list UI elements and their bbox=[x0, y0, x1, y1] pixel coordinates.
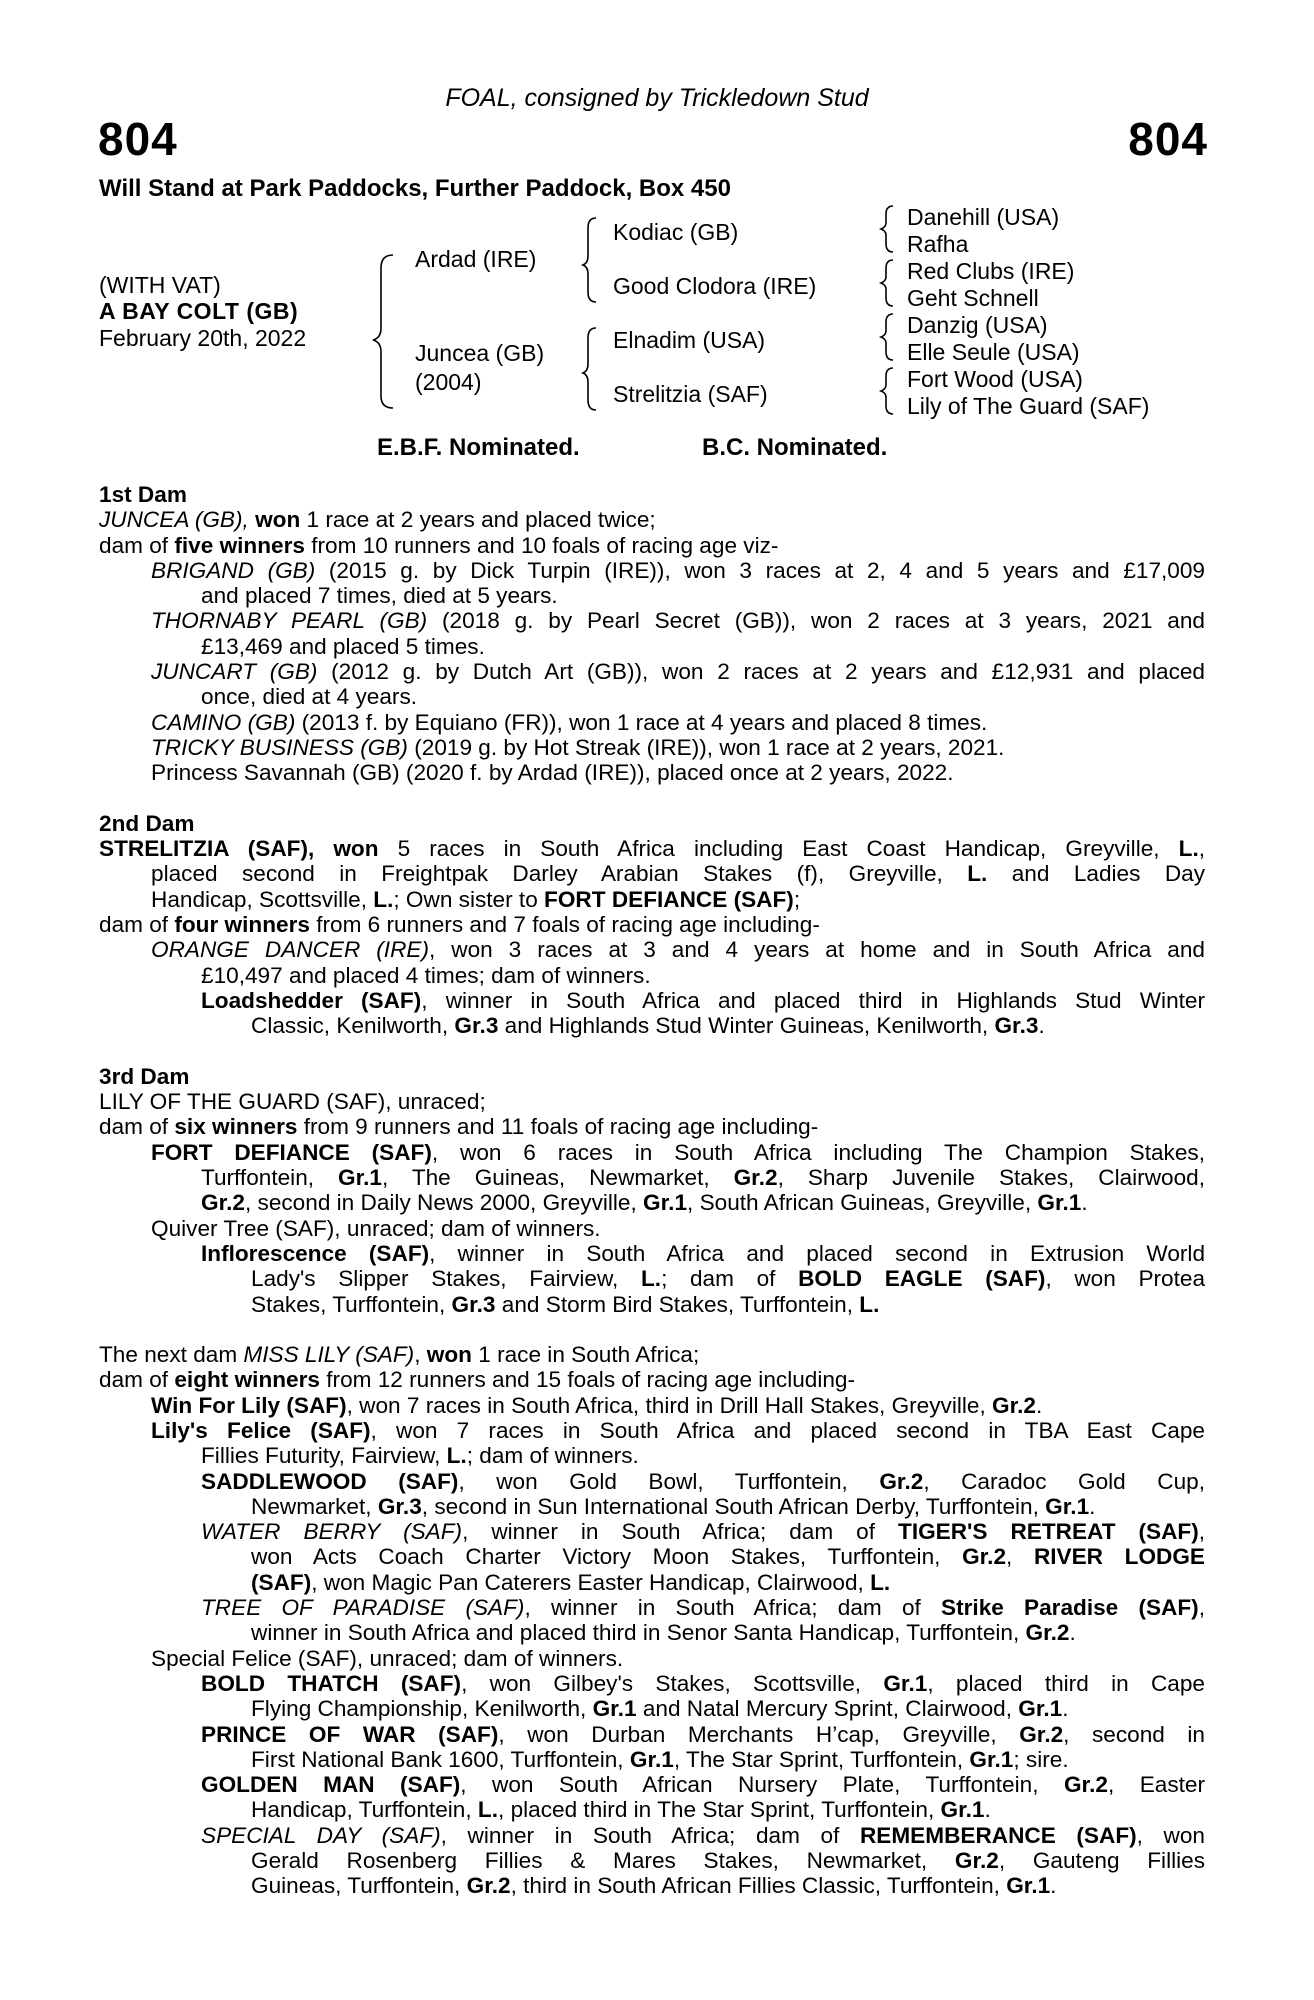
text-line bbox=[99, 1494, 1205, 1519]
text-segment: Gr.1 bbox=[1045, 1493, 1090, 1519]
text-segment: ; sire. bbox=[1013, 1746, 1069, 1772]
text-segment: Gr.2 bbox=[1025, 1620, 1070, 1646]
text-segment: £13,469 and placed 5 times. bbox=[201, 633, 485, 659]
text-segment: , Caradoc Gold Cup, bbox=[923, 1468, 1205, 1494]
text-segment: Gr.1 bbox=[1006, 1873, 1051, 1899]
text-line bbox=[99, 836, 1205, 861]
spacer bbox=[99, 1039, 1205, 1064]
text-line bbox=[99, 1114, 1205, 1139]
text-line bbox=[99, 1216, 1205, 1241]
text-line bbox=[99, 735, 1205, 760]
text-line bbox=[99, 710, 1205, 735]
text-segment: and Ladies Day bbox=[987, 861, 1205, 887]
text-segment: Gr.1 bbox=[1018, 1696, 1063, 1722]
text-line bbox=[99, 659, 1205, 684]
text-segment: FORT DEFIANCE (SAF) bbox=[544, 886, 794, 912]
text-segment: Quiver Tree (SAF), unraced; dam of winners. bbox=[151, 1215, 601, 1241]
text-line bbox=[99, 1747, 1205, 1772]
text-segment: JUNCEA (GB), bbox=[99, 507, 256, 533]
text-line bbox=[99, 533, 1205, 558]
text-segment: Princess Savannah (GB) (2020 f. by Ardad (IRE)), placed once at 2 years, 2022. bbox=[151, 760, 954, 786]
text-segment: dam of bbox=[99, 912, 175, 938]
text-segment: and Natal Mercury Sprint, Clairwood, bbox=[636, 1696, 1019, 1722]
text-segment: , The Guineas, Newmarket, bbox=[381, 1165, 734, 1191]
text-segment: , The Star Sprint, Turffontein, bbox=[673, 1746, 970, 1772]
text-segment: , placed third in The Star Sprint, Turffontein, bbox=[498, 1797, 941, 1823]
text-line bbox=[99, 1848, 1205, 1873]
text-segment: STRELITZIA (SAF), won bbox=[99, 836, 379, 862]
text-segment: ; bbox=[793, 886, 801, 912]
text-segment: dam of bbox=[99, 1114, 175, 1140]
text-segment: , won Gold Bowl, Turffontein, bbox=[458, 1468, 880, 1494]
section-heading bbox=[99, 482, 1205, 507]
text-line bbox=[99, 684, 1205, 709]
text-line bbox=[99, 583, 1205, 608]
text-segment: Gr.2 bbox=[879, 1468, 924, 1494]
text-segment: , winner in South Africa; dam of bbox=[462, 1519, 899, 1545]
text-segment: and placed 7 times, died at 5 years. bbox=[201, 583, 558, 609]
text-segment: L. bbox=[477, 1797, 499, 1823]
text-segment: BOLD THATCH (SAF) bbox=[201, 1670, 462, 1696]
text-segment: , won Durban Merchants H’cap, Greyville, bbox=[498, 1721, 1020, 1747]
text-segment: , bbox=[414, 1342, 427, 1368]
text-segment: Gr.2 bbox=[954, 1848, 999, 1874]
dam-dam-name: Strelitzia (SAF) bbox=[613, 381, 768, 407]
text-segment: RIVER LODGE bbox=[1033, 1544, 1205, 1570]
text-segment: TREE OF PARADISE (SAF) bbox=[201, 1595, 525, 1621]
text-segment: Gr.1 bbox=[1037, 1190, 1082, 1216]
text-segment: First National Bank 1600, Turffontein, bbox=[251, 1746, 630, 1772]
text-segment: Gr.1 bbox=[883, 1670, 928, 1696]
text-segment: and Highlands Stud Winter Guineas, Kenilworth, bbox=[498, 1013, 995, 1039]
ancestor-1: Danehill (USA) bbox=[907, 204, 1060, 230]
text-segment: Gr.3 bbox=[451, 1291, 496, 1317]
text-segment: BRIGAND (GB) bbox=[151, 557, 316, 583]
consignment-line: FOAL, consigned by Trickledown Stud bbox=[445, 84, 869, 112]
text-segment: Gr.3 bbox=[994, 1013, 1039, 1039]
text-segment: , bbox=[1198, 1595, 1205, 1621]
text-line bbox=[99, 1190, 1205, 1215]
text-segment: Guineas, Turffontein, bbox=[251, 1873, 467, 1899]
text-segment: from 12 runners and 15 foals of racing age including- bbox=[319, 1367, 856, 1393]
text-segment: 5 races in South Africa including East Coast Handicap, Greyville, bbox=[378, 836, 1179, 862]
text-segment: winner in South Africa and placed third in Senor Santa Handicap, Turffontein, bbox=[251, 1620, 1026, 1646]
text-line bbox=[99, 760, 1205, 785]
text-segment: BOLD EAGLE (SAF) bbox=[798, 1266, 1046, 1292]
text-segment: (2012 g. by Dutch Art (GB)), won 2 races at 2 years and £12,931 and placed bbox=[317, 659, 1205, 685]
text-segment: once, died at 4 years. bbox=[201, 684, 418, 710]
text-line bbox=[99, 1823, 1205, 1848]
ancestor-3: Red Clubs (IRE) bbox=[907, 258, 1075, 284]
text-segment: TRICKY BUSINESS (GB) bbox=[151, 734, 408, 760]
spacer bbox=[99, 786, 1205, 811]
text-segment: Gr.1 bbox=[643, 1190, 688, 1216]
text-segment: Special Felice (SAF), unraced; dam of winners. bbox=[151, 1645, 624, 1671]
text-line bbox=[99, 1620, 1205, 1645]
text-line bbox=[99, 1469, 1205, 1494]
text-segment: Gr.1 bbox=[338, 1165, 382, 1191]
lot-number-right: 804 bbox=[1128, 113, 1208, 165]
text-segment: Lily's Felice (SAF) bbox=[151, 1417, 371, 1443]
text-segment: SPECIAL DAY (SAF) bbox=[201, 1822, 441, 1848]
text-segment: TIGER'S RETREAT (SAF) bbox=[898, 1519, 1199, 1545]
text-segment: Flying Championship, Kenilworth, bbox=[251, 1696, 593, 1722]
text-segment: Stakes, Turffontein, bbox=[251, 1291, 452, 1317]
text-segment: Gr.3 bbox=[454, 1013, 499, 1039]
text-segment: FORT DEFIANCE (SAF) bbox=[151, 1139, 432, 1165]
text-segment: 1st Dam bbox=[99, 482, 187, 507]
text-segment: from 9 runners and 11 foals of racing age including- bbox=[297, 1114, 819, 1140]
text-segment: Gr.2 bbox=[1019, 1721, 1064, 1747]
text-segment: , won 7 races in South Africa and placed second in TBA East Cape bbox=[370, 1417, 1205, 1443]
text-line bbox=[99, 1292, 1205, 1317]
lot-number-left: 804 bbox=[98, 113, 178, 165]
spacer bbox=[99, 1317, 1205, 1342]
text-segment: (2013 f. by Equiano (FR)), won 1 race at 4 years and placed 8 times. bbox=[295, 709, 988, 735]
ancestor-8: Lily of The Guard (SAF) bbox=[907, 393, 1150, 419]
text-segment: L. bbox=[640, 1266, 662, 1292]
stand-location: Will Stand at Park Paddocks, Further Paddock, Box 450 bbox=[99, 175, 731, 202]
text-segment: , second in Sun International South African Derby, Turffontein, bbox=[421, 1493, 1046, 1519]
text-line bbox=[99, 1165, 1205, 1190]
text-line bbox=[99, 1570, 1205, 1595]
text-segment: ; dam of bbox=[661, 1266, 799, 1292]
text-segment: Turffontein, bbox=[201, 1165, 339, 1191]
text-segment: from 10 runners and 10 foals of racing age viz- bbox=[304, 532, 779, 558]
text-line bbox=[99, 608, 1205, 633]
text-segment: eight winners bbox=[174, 1367, 320, 1393]
sire-dam-name: Good Clodora (IRE) bbox=[613, 273, 817, 299]
text-segment: from 6 runners and 7 foals of racing age including- bbox=[309, 912, 820, 938]
text-line bbox=[99, 1140, 1205, 1165]
text-segment: ORANGE DANCER (IRE) bbox=[151, 937, 429, 963]
text-line bbox=[99, 1696, 1205, 1721]
text-segment: £10,497 and placed 4 times; dam of winners. bbox=[201, 962, 651, 988]
section-heading bbox=[99, 811, 1205, 836]
text-line bbox=[99, 963, 1205, 988]
text-segment: , Sharp Juvenile Stakes, Clairwood, bbox=[777, 1165, 1205, 1191]
bc-nomination: B.C. Nominated. bbox=[702, 434, 888, 461]
sire-sire-name: Kodiac (GB) bbox=[613, 219, 739, 245]
text-line bbox=[99, 1241, 1205, 1266]
text-segment: Handicap, Turffontein, bbox=[251, 1797, 478, 1823]
text-segment: Inflorescence (SAF) bbox=[201, 1240, 430, 1266]
text-segment: , third in South African Fillies Classic, Turffontein, bbox=[510, 1873, 1007, 1899]
text-segment: L. bbox=[859, 1291, 880, 1317]
ancestor-5: Danzig (USA) bbox=[907, 312, 1048, 338]
section-heading bbox=[99, 1064, 1205, 1089]
ancestor-7: Fort Wood (USA) bbox=[907, 366, 1083, 392]
text-segment: , won Magic Pan Caterers Easter Handicap, Clairwood, bbox=[311, 1569, 871, 1595]
text-segment: ; Own sister to bbox=[393, 886, 545, 912]
text-segment: Gr.1 bbox=[940, 1797, 985, 1823]
text-segment: , winner in South Africa and placed second in Extrusion World bbox=[429, 1240, 1206, 1266]
text-segment: Gr.1 bbox=[592, 1696, 637, 1722]
text-segment: L. bbox=[446, 1443, 467, 1469]
text-line bbox=[99, 1393, 1205, 1418]
text-line bbox=[99, 558, 1205, 583]
text-segment: . bbox=[1050, 1873, 1057, 1899]
text-segment: L. bbox=[967, 861, 988, 887]
text-segment: , bbox=[1198, 836, 1206, 862]
text-segment: SADDLEWOOD (SAF) bbox=[201, 1468, 459, 1494]
text-segment: four winners bbox=[174, 912, 310, 938]
text-segment: The next dam bbox=[99, 1342, 244, 1368]
text-segment: , won South African Nursery Plate, Turffontein, bbox=[460, 1772, 1064, 1798]
text-segment: 2nd Dam bbox=[99, 810, 195, 836]
text-segment: , Gauteng Fillies bbox=[998, 1848, 1205, 1874]
text-segment: , won Protea bbox=[1045, 1266, 1206, 1292]
text-segment: 3rd Dam bbox=[99, 1063, 190, 1089]
text-segment: LILY OF THE GUARD (SAF), unraced; bbox=[99, 1089, 486, 1115]
text-line bbox=[99, 1671, 1205, 1696]
text-line bbox=[99, 1772, 1205, 1797]
text-line bbox=[99, 861, 1205, 886]
text-line bbox=[99, 1544, 1205, 1569]
text-segment: JUNCART (GB) bbox=[151, 659, 318, 685]
text-segment: , second in Daily News 2000, Greyville, bbox=[244, 1190, 644, 1216]
text-segment: PRINCE OF WAR (SAF) bbox=[201, 1721, 499, 1747]
text-segment: (2019 g. by Hot Streak (IRE)), won 1 race at 2 years, 2021. bbox=[407, 734, 1005, 760]
text-segment: , won bbox=[1136, 1822, 1205, 1848]
ancestor-4: Geht Schnell bbox=[907, 285, 1039, 311]
ancestor-2: Rafha bbox=[907, 231, 969, 257]
text-segment: . bbox=[1069, 1620, 1076, 1646]
text-segment: REMEMBERANCE (SAF) bbox=[859, 1822, 1137, 1848]
text-line bbox=[99, 1013, 1205, 1038]
text-segment: dam of bbox=[99, 1367, 175, 1393]
text-segment: Newmarket, bbox=[251, 1493, 378, 1519]
text-segment: WATER BERRY (SAF) bbox=[201, 1519, 463, 1545]
text-line bbox=[99, 1089, 1205, 1114]
text-segment: , Easter bbox=[1107, 1772, 1205, 1798]
text-line bbox=[99, 1722, 1205, 1747]
text-segment: Gr.2 bbox=[1063, 1772, 1108, 1798]
text-line bbox=[99, 1797, 1205, 1822]
text-line bbox=[99, 1646, 1205, 1671]
text-segment: and Storm Bird Stakes, Turffontein, bbox=[495, 1291, 860, 1317]
text-line bbox=[99, 1367, 1205, 1392]
text-segment: . bbox=[1089, 1493, 1096, 1519]
subject-dob: February 20th, 2022 bbox=[99, 325, 307, 351]
text-segment: . bbox=[984, 1797, 991, 1823]
text-segment: Gerald Rosenberg Fillies & Mares Stakes, Newmarket, bbox=[251, 1848, 955, 1874]
dam-sire-name: Elnadim (USA) bbox=[613, 327, 766, 353]
text-segment: placed second in Freightpak Darley Arabian Stakes (f), Greyville, bbox=[151, 861, 968, 887]
text-line bbox=[99, 912, 1205, 937]
produce-record bbox=[99, 482, 1205, 1899]
text-segment: Gr.2 bbox=[962, 1544, 1007, 1570]
text-segment: , second in bbox=[1063, 1721, 1205, 1747]
text-line bbox=[99, 1342, 1205, 1367]
vat-note: (WITH VAT) bbox=[99, 272, 221, 298]
dam-year: (2004) bbox=[415, 369, 482, 395]
text-segment: ; dam of winners. bbox=[466, 1443, 639, 1469]
text-segment: , winner in South Africa and placed third in Highlands Stud Winter bbox=[421, 987, 1206, 1013]
text-segment: THORNABY PEARL (GB) bbox=[151, 608, 428, 634]
text-segment: MISS LILY (SAF) bbox=[243, 1342, 415, 1368]
text-segment: . bbox=[1081, 1190, 1088, 1216]
text-line bbox=[99, 1595, 1205, 1620]
text-segment: , won 3 races at 3 and 4 years at home and in South Africa and bbox=[429, 937, 1205, 963]
text-line bbox=[99, 937, 1205, 962]
text-segment: Strike Paradise (SAF) bbox=[941, 1595, 1199, 1621]
text-line bbox=[99, 1418, 1205, 1443]
ancestor-6: Elle Seule (USA) bbox=[907, 339, 1080, 365]
dam-name: Juncea (GB) bbox=[415, 340, 545, 366]
text-segment: , won 6 races in South Africa including The Champion Stakes, bbox=[431, 1139, 1205, 1165]
text-segment: 1 race in South Africa; bbox=[471, 1342, 700, 1368]
text-segment: Fillies Futurity, Fairview, bbox=[201, 1443, 447, 1469]
text-segment: (2015 g. by Dick Turpin (IRE)), won 3 races at 2, 4 and 5 years and £17,009 bbox=[315, 557, 1205, 583]
text-line bbox=[99, 507, 1205, 532]
text-segment: , bbox=[1198, 1519, 1205, 1545]
sire-name: Ardad (IRE) bbox=[415, 246, 537, 272]
text-segment: Gr.3 bbox=[377, 1493, 422, 1519]
text-segment: Handicap, Scottsville, bbox=[151, 886, 374, 912]
text-segment: Classic, Kenilworth, bbox=[251, 1013, 455, 1039]
text-segment: . bbox=[1062, 1696, 1069, 1722]
text-segment: 1 race at 2 years and placed twice; bbox=[300, 507, 656, 533]
text-segment: Gr.2 bbox=[992, 1392, 1036, 1418]
text-segment: L. bbox=[870, 1569, 891, 1595]
text-segment: Gr.1 bbox=[629, 1746, 674, 1772]
text-segment: (2018 g. by Pearl Secret (GB)), won 2 races at 3 years, 2021 and bbox=[427, 608, 1205, 634]
text-segment: , bbox=[1006, 1544, 1034, 1570]
text-line bbox=[99, 1519, 1205, 1544]
text-segment: (SAF) bbox=[251, 1569, 312, 1595]
text-segment: Win For Lily (SAF) bbox=[151, 1392, 347, 1418]
text-segment: , won 7 races in South Africa, third in Drill Hall Stakes, Greyville, bbox=[346, 1392, 993, 1418]
ebf-nomination: E.B.F. Nominated. bbox=[377, 434, 580, 461]
text-segment: won Acts Coach Charter Victory Moon Stakes, Turffontein, bbox=[251, 1544, 963, 1570]
text-segment: Lady's Slipper Stakes, Fairview, bbox=[251, 1266, 641, 1292]
text-segment: Gr.2 bbox=[466, 1873, 511, 1899]
text-segment: won bbox=[255, 507, 301, 533]
text-segment: Loadshedder (SAF) bbox=[201, 987, 422, 1013]
text-segment: , winner in South Africa; dam of bbox=[524, 1595, 942, 1621]
text-line bbox=[99, 887, 1205, 912]
subject-name: A BAY COLT (GB) bbox=[99, 298, 299, 324]
text-segment: won bbox=[426, 1342, 472, 1368]
text-segment: six winners bbox=[174, 1114, 298, 1140]
text-line bbox=[99, 1266, 1205, 1291]
text-segment: L. bbox=[373, 886, 394, 912]
text-segment: five winners bbox=[174, 532, 305, 558]
text-segment: , South African Guineas, Greyville, bbox=[687, 1190, 1038, 1216]
text-segment: Gr.1 bbox=[969, 1746, 1014, 1772]
text-line bbox=[99, 1873, 1205, 1898]
text-segment: , winner in South Africa; dam of bbox=[440, 1822, 860, 1848]
text-segment: . bbox=[1038, 1013, 1045, 1039]
text-segment: GOLDEN MAN (SAF) bbox=[201, 1772, 461, 1798]
text-line bbox=[99, 1443, 1205, 1468]
text-segment: L. bbox=[1178, 836, 1199, 862]
text-segment: , placed third in Cape bbox=[927, 1670, 1205, 1696]
text-line bbox=[99, 634, 1205, 659]
text-segment: . bbox=[1035, 1392, 1043, 1418]
text-segment: dam of bbox=[99, 532, 175, 558]
text-segment: Gr.2 bbox=[733, 1165, 778, 1191]
text-segment: CAMINO (GB) bbox=[151, 709, 296, 735]
text-line bbox=[99, 988, 1205, 1013]
text-segment: Gr.2 bbox=[201, 1190, 245, 1216]
text-segment: , won Gilbey's Stakes, Scottsville, bbox=[461, 1670, 884, 1696]
